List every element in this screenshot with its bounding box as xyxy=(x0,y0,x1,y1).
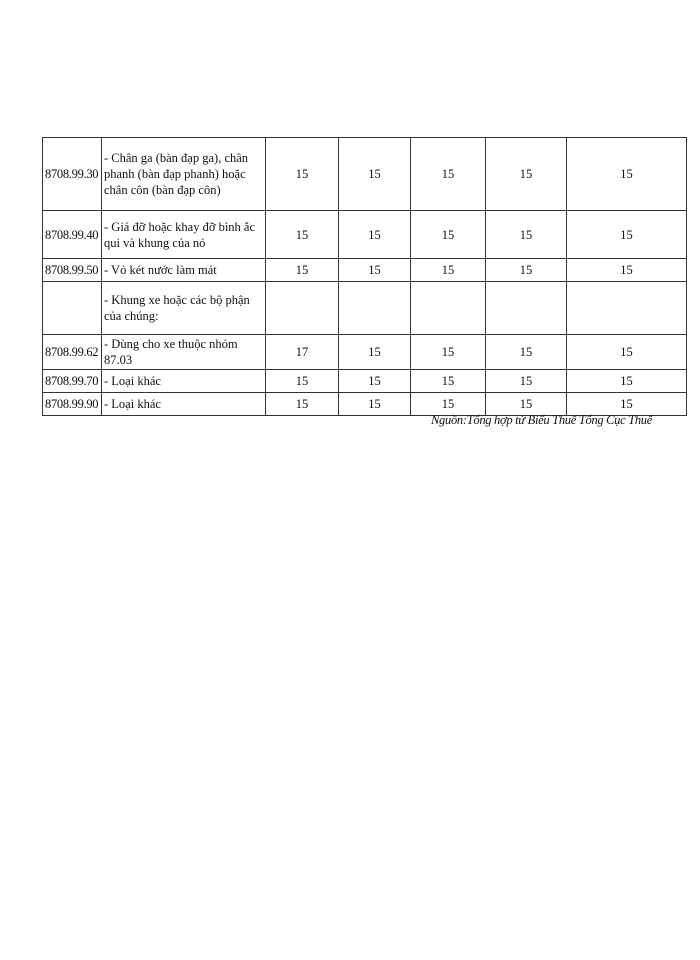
table-row xyxy=(43,282,687,335)
description-cell: - Loại khác xyxy=(102,393,266,416)
rate-cell: 15 xyxy=(567,211,687,259)
rate-cell: 15 xyxy=(567,259,687,282)
rate-cell: 15 xyxy=(411,211,486,259)
rate-cell: 15 xyxy=(339,211,411,259)
rate-cell: 15 xyxy=(486,138,567,211)
rate-cell: 15 xyxy=(567,335,687,370)
rate-cell: 15 xyxy=(266,138,339,211)
rate-cell: 15 xyxy=(486,259,567,282)
rate-cell: 15 xyxy=(411,138,486,211)
description-cell: - Dùng cho xe thuộc nhóm 87.03 xyxy=(102,335,266,370)
table-row xyxy=(43,335,687,370)
rate-cell: 15 xyxy=(339,138,411,211)
rate-cell: 15 xyxy=(486,393,567,416)
rate-cell: 15 xyxy=(266,370,339,393)
hs-code-cell: 8708.99.90 xyxy=(43,393,102,416)
description-cell: - Giá đỡ hoặc khay đỡ bình ắc qui và khung của nó xyxy=(102,211,266,259)
table-row xyxy=(43,370,687,393)
rate-cell: 15 xyxy=(567,138,687,211)
rate-cell: 15 xyxy=(266,259,339,282)
rate-cell: 17 xyxy=(266,335,339,370)
table-row xyxy=(43,138,687,211)
rate-cell: 15 xyxy=(411,259,486,282)
rate-cell: 15 xyxy=(339,335,411,370)
table-row xyxy=(43,259,687,282)
rate-cell: 15 xyxy=(486,335,567,370)
hs-code-cell: 8708.99.30 xyxy=(43,138,102,211)
rate-cell: 15 xyxy=(339,259,411,282)
rate-cell xyxy=(339,282,411,335)
rate-cell: 15 xyxy=(411,393,486,416)
rate-cell xyxy=(567,282,687,335)
rate-cell: 15 xyxy=(567,393,687,416)
hs-code-cell: 8708.99.50 xyxy=(43,259,102,282)
source-note: Nguồn:Tổng hợp từ Biểu Thuế Tổng Cục Thuế xyxy=(431,413,652,427)
rate-cell: 15 xyxy=(266,211,339,259)
rate-cell: 15 xyxy=(266,393,339,416)
tariff-table xyxy=(42,137,687,416)
description-cell: - Loại khác xyxy=(102,370,266,393)
description-cell: - Khung xe hoặc các bộ phận của chúng: xyxy=(102,282,266,335)
rate-cell: 15 xyxy=(411,335,486,370)
rate-cell: 15 xyxy=(486,211,567,259)
rate-cell: 15 xyxy=(339,370,411,393)
hs-code-cell: 8708.99.70 xyxy=(43,370,102,393)
table-row xyxy=(43,211,687,259)
hs-code-cell: 8708.99.62 xyxy=(43,335,102,370)
rate-cell: 15 xyxy=(411,370,486,393)
rate-cell: 15 xyxy=(486,370,567,393)
rate-cell xyxy=(486,282,567,335)
rate-cell: 15 xyxy=(567,370,687,393)
hs-code-cell xyxy=(43,282,102,335)
description-cell: - Vỏ két nước làm mát xyxy=(102,259,266,282)
rate-cell: 15 xyxy=(339,393,411,416)
rate-cell xyxy=(266,282,339,335)
description-cell: - Chân ga (bàn đạp ga), chân phanh (bàn đạp phanh) hoặc chân côn (bàn đạp côn) xyxy=(102,138,266,211)
hs-code-cell: 8708.99.40 xyxy=(43,211,102,259)
rate-cell xyxy=(411,282,486,335)
